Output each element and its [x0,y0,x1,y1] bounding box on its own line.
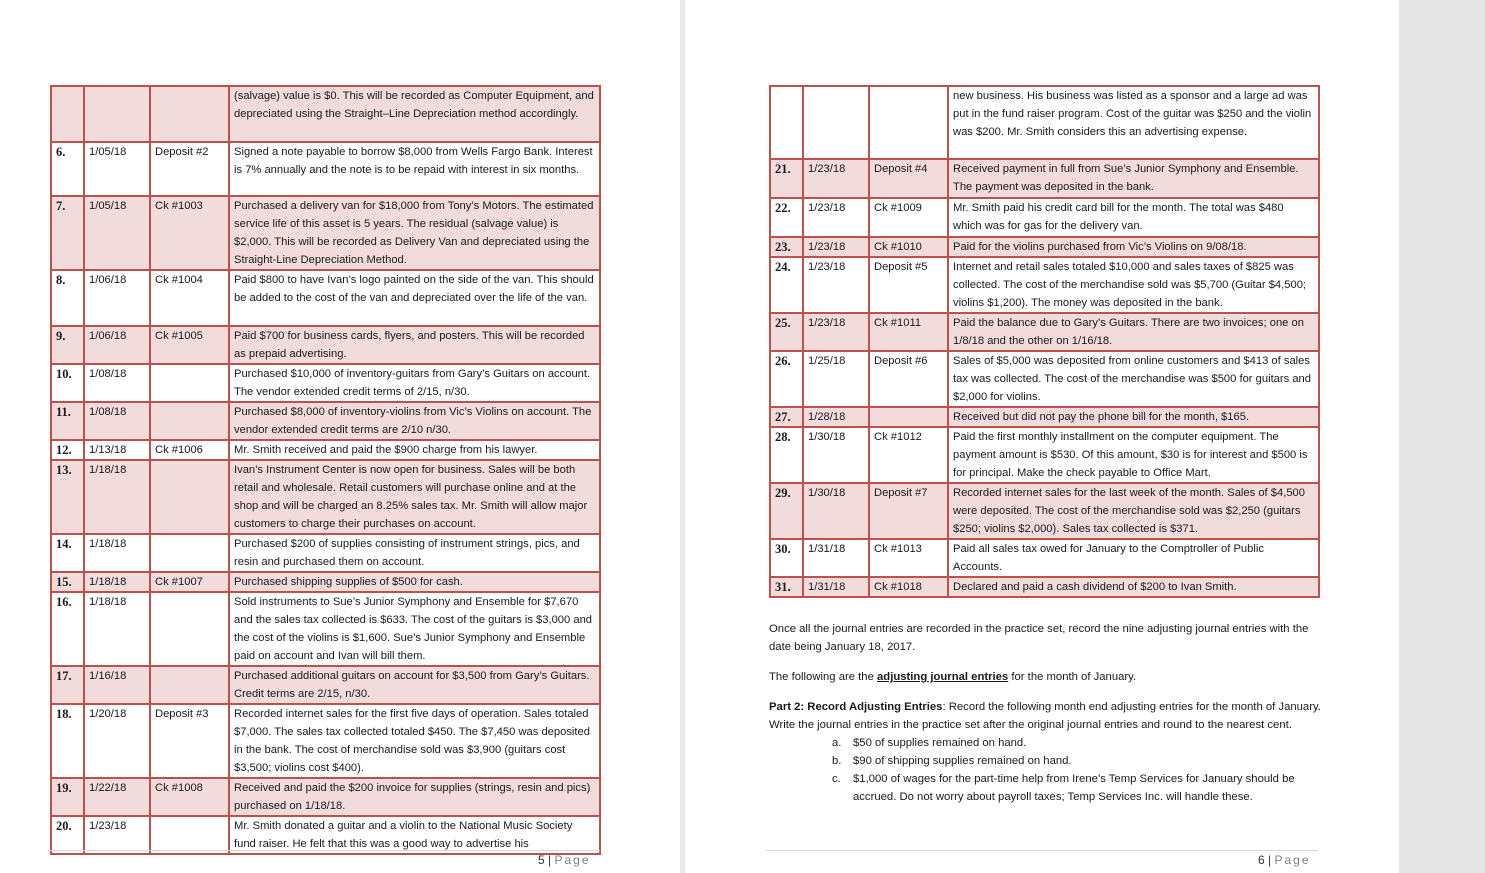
entry-date: 1/08/18 [84,364,150,402]
entry-number: 9. [51,326,84,364]
part2-heading: Part 2: Record Adjusting Entries [769,701,943,713]
entry-description: Purchased additional guitars on account for $3,500 from Gary’s Guitars. Credit terms are 2/15, n/30. [229,666,600,704]
entry-number: 25. [770,313,803,351]
instructions-paragraph [769,620,1329,656]
entry-reference [869,407,948,427]
entry-date: 1/20/18 [84,704,150,778]
entry-description: Signed a note payable to borrow $8,000 from Wells Fargo Bank. Interest is 7% annually and the note is to be repaid with interest in six months. [229,142,600,196]
entry-description: Purchased $200 of supplies consisting of instrument strings, pics, and resin and purchased them on account. [229,534,600,572]
table-row [770,427,1319,483]
table-row [770,539,1319,577]
list-item: b. $90 of shipping supplies remained on hand. [832,755,1072,767]
entry-reference: Ck #1007 [150,572,229,592]
table-row [51,816,600,854]
entry-number: 13. [51,460,84,534]
entry-date: 1/18/18 [84,460,150,534]
table-row [770,237,1319,257]
entry-date: 1/13/18 [84,440,150,460]
entry-reference [150,666,229,704]
entry-date: 1/18/18 [84,592,150,666]
footer-rule-page-5 [48,850,600,851]
entry-date [84,86,150,142]
journal-table-page-5 [50,85,601,855]
footer-rule-page-6 [766,850,1318,851]
entry-number: 14. [51,534,84,572]
entry-description: Paid $800 to have Ivan’s logo painted on the side of the van. This should be added to the cost of the van and depreciated over the life of the van. [229,270,600,326]
entry-date: 1/16/18 [84,666,150,704]
entry-number: 16. [51,592,84,666]
table-row [51,440,600,460]
entry-description: Sales of $5,000 was deposited from online customers and $413 of sales tax was collected. The cost of the merchandise was $500 for guitars and $2,000 for violins. [948,351,1319,407]
table-row [770,159,1319,198]
entry-description: Purchased a delivery van for $18,000 from Tony’s Motors. The estimated service life of this asset is 5 years. The residual (salvage value) is $2,000. This will be recorded as Delivery Van and depreciated using the Straight-Line Depreciation Method. [229,196,600,270]
entry-number: 11. [51,402,84,440]
entry-reference [150,364,229,402]
entry-number: 29. [770,483,803,539]
part2-instructions: : Record the following month end adjusting entries for the month of January. Write the journal entries in the practice set after the original journal entries and round to the nearest cent. [769,701,1321,731]
table-row [51,142,600,196]
entry-reference: Deposit #5 [869,257,948,313]
table-row [51,572,600,592]
page-number-5: 5 | Page [538,853,591,867]
entry-description: Paid the balance due to Gary’s Guitars. There are two invoices; one on 1/8/18 and the other on 1/16/18. [948,313,1319,351]
entry-description: Internet and retail sales totaled $10,000 and sales taxes of $825 was collected. The cost of the merchandise sold was $5,700 (Guitar $4,500; violins $1,200). The money was deposited in the bank. [948,257,1319,313]
entry-description: Purchased $8,000 of inventory-violins from Vic’s Violins on account. The vendor extended credit terms are 2/10 n/30. [229,402,600,440]
entry-description: Recorded internet sales for the first five days of operation. Sales totaled $7,000. The sales tax collected totaled $450. The $7,450 was deposited in the bank. The cost of merchandise sold was $3,900 (guitars cost $3,500; violins cost $400). [229,704,600,778]
entry-description: Ivan’s Instrument Center is now open for business. Sales will be both retail and wholesale. Retail customers will purchase online and at the shop and will be charged an 8.25% sales tax. Mr. Smith will allow major customers to charge their purchases on account. [229,460,600,534]
table-row [770,313,1319,351]
entry-date [803,86,869,159]
table-row [51,704,600,778]
table-row [51,86,600,142]
entry-reference [150,534,229,572]
entry-number: 10. [51,364,84,402]
list-item: a. $50 of supplies remained on hand. [832,737,1027,749]
entry-date: 1/23/18 [803,237,869,257]
entry-reference [150,86,229,142]
table-row [51,534,600,572]
entry-date: 1/18/18 [84,534,150,572]
entry-date: 1/30/18 [803,427,869,483]
list-item: c. $1,000 of wages for the part-time help from Irene’s Temp Services for January should be accrued. Do not worry about payroll taxes; Temp Services Inc. will handle these. [832,773,1295,803]
entry-description: Mr. Smith paid his credit card bill for the month. The total was $480 which was for gas for the delivery van. [948,198,1319,237]
entry-description: Paid for the violins purchased from Vic’s Violins on 9/08/18. [948,237,1319,257]
entry-reference: Deposit #2 [150,142,229,196]
table-row [770,483,1319,539]
entry-reference [150,816,229,854]
table-row [51,364,600,402]
entry-number: 12. [51,440,84,460]
adjusting-entries-note: The following are the adjusting journal entries for the month of January. [769,671,1137,683]
entry-reference [150,592,229,666]
table-row [51,196,600,270]
entry-reference: Ck #1003 [150,196,229,270]
entry-number: 7. [51,196,84,270]
adjusting-items-list [769,734,1329,806]
table-row [770,86,1319,159]
entry-date: 1/31/18 [803,539,869,577]
table-row [51,270,600,326]
entry-date: 1/22/18 [84,778,150,816]
entry-description: Received payment in full from Sue’s Junior Symphony and Ensemble. The payment was deposited in the bank. [948,159,1319,198]
table-row [770,577,1319,597]
entry-description: Received and paid the $200 invoice for supplies (strings, resin and pics) purchased on 1/18/18. [229,778,600,816]
entry-number: 19. [51,778,84,816]
entry-number: 17. [51,666,84,704]
entry-date: 1/08/18 [84,402,150,440]
entry-reference: Deposit #7 [869,483,948,539]
entry-reference: Deposit #4 [869,159,948,198]
entry-description: Mr. Smith received and paid the $900 charge from his lawyer. [229,440,600,460]
entry-date: 1/31/18 [803,577,869,597]
journal-table-page-6 [769,85,1320,598]
entry-description: Sold instruments to Sue’s Junior Symphony and Ensemble for $7,670 and the sales tax collected is $633. The cost of the guitars is $3,000 and the cost of the violins is $1,600. Sue’s Junior Symphony and Ensemble paid on account and Ivan will bill them. [229,592,600,666]
entry-description: Declared and paid a cash dividend of $200 to Ivan Smith. [948,577,1319,597]
entry-date: 1/06/18 [84,270,150,326]
entry-reference: Ck #1011 [869,313,948,351]
table-row [51,460,600,534]
entry-description: Mr. Smith donated a guitar and a violin to the National Music Society fund raiser. He felt that this was a good way to advertise his [229,816,600,854]
entry-number: 30. [770,539,803,577]
entry-number: 6. [51,142,84,196]
entry-reference: Ck #1005 [150,326,229,364]
entry-reference [150,460,229,534]
viewer-background [1399,0,1485,873]
table-row [51,592,600,666]
entry-reference: Ck #1013 [869,539,948,577]
entry-number: 21. [770,159,803,198]
entry-number: 22. [770,198,803,237]
entry-number [51,86,84,142]
entry-number: 26. [770,351,803,407]
entry-date: 1/25/18 [803,351,869,407]
table-row [770,407,1319,427]
entry-description: Paid all sales tax owed for January to the Comptroller of Public Accounts. [948,539,1319,577]
entry-reference: Ck #1008 [150,778,229,816]
para-adjusting-intro: Once all the journal entries are recorded in the practice set, record the nine adjusting journal entries with the date being January 18, 2017. [769,623,1309,653]
entry-reference: Deposit #3 [150,704,229,778]
entry-description: Paid $700 for business cards, flyers, and posters. This will be recorded as prepaid advertising. [229,326,600,364]
entry-number: 28. [770,427,803,483]
table-row [770,198,1319,237]
entry-date: 1/23/18 [803,313,869,351]
entry-number: 20. [51,816,84,854]
entry-reference [869,86,948,159]
table-row [51,778,600,816]
entry-number: 24. [770,257,803,313]
table-row [770,351,1319,407]
entry-reference: Deposit #6 [869,351,948,407]
entry-number: 31. [770,577,803,597]
entry-number: 18. [51,704,84,778]
entry-reference: Ck #1004 [150,270,229,326]
adjusting-entries-link: adjusting journal entries [877,671,1009,683]
entry-date: 1/05/18 [84,196,150,270]
entry-date: 1/23/18 [84,816,150,854]
entry-description: Purchased $10,000 of inventory-guitars from Gary’s Guitars on account. The vendor extended credit terms of 2/15, n/30. [229,364,600,402]
entry-reference: Ck #1012 [869,427,948,483]
entry-number: 27. [770,407,803,427]
entry-date: 1/06/18 [84,326,150,364]
entry-date: 1/28/18 [803,407,869,427]
entry-reference [150,402,229,440]
entry-date: 1/30/18 [803,483,869,539]
entry-date: 1/18/18 [84,572,150,592]
table-row [770,257,1319,313]
entry-date: 1/23/18 [803,198,869,237]
table-row [51,326,600,364]
entry-number: 15. [51,572,84,592]
table-row [51,402,600,440]
entry-number [770,86,803,159]
entry-description: Paid the first monthly installment on the computer equipment. The payment amount is $530. Of this amount, $30 is for interest and $500 is for principal. Make the check payable to Office Mart. [948,427,1319,483]
page-number-6: 6 | Page [1258,853,1311,867]
entry-description: new business. His business was listed as a sponsor and a large ad was put in the fund raiser program. Cost of the guitar was $250 and the violin was $200. Mr. Smith considers this an advertising expense. [948,86,1319,159]
entry-description: Received but did not pay the phone bill for the month, $165. [948,407,1319,427]
entry-reference: Ck #1006 [150,440,229,460]
entry-description: (salvage) value is $0. This will be recorded as Computer Equipment, and depreciated using the Straight–Line Depreciation method accordingly. [229,86,600,142]
entry-date: 1/23/18 [803,159,869,198]
entry-description: Recorded internet sales for the last week of the month. Sales of $4,500 were deposited. The cost of the merchandise sold was $2,250 (guitars $250; violins $2,000). Sales tax collected is $371. [948,483,1319,539]
entry-reference: Ck #1010 [869,237,948,257]
entry-reference: Ck #1018 [869,577,948,597]
entry-description: Purchased shipping supplies of $500 for cash. [229,572,600,592]
entry-number: 8. [51,270,84,326]
entry-reference: Ck #1009 [869,198,948,237]
entry-date: 1/23/18 [803,257,869,313]
entry-date: 1/05/18 [84,142,150,196]
table-row [51,666,600,704]
entry-number: 23. [770,237,803,257]
part2-section [769,698,1329,806]
